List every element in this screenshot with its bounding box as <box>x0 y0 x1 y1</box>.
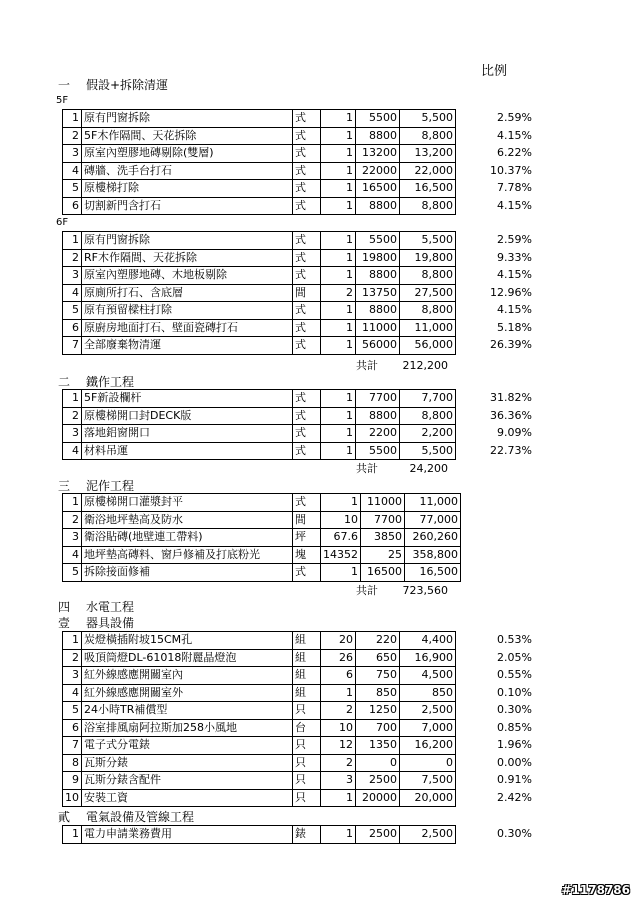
table-6f <box>62 231 456 355</box>
ratio-value: 9.09% <box>497 426 532 439</box>
ratio-value: 10.37% <box>490 163 532 177</box>
row-number: 6 <box>63 197 82 215</box>
section-title-2 <box>58 373 134 390</box>
amount: 16,200 <box>400 737 456 755</box>
quantity: 1 <box>321 826 356 844</box>
unit-price: 8800 <box>356 127 400 145</box>
row-number: 6 <box>63 319 82 337</box>
unit: 組 <box>293 667 321 685</box>
item-description: 吸頂筒燈DL-61018附麗晶燈泡 <box>82 649 293 667</box>
ratio-value: 4.15% <box>497 303 532 316</box>
ratio-value: 1.96% <box>497 738 532 751</box>
unit-price: 11000 <box>361 494 405 512</box>
quantity: 1 <box>321 180 356 198</box>
row-number: 5 <box>63 702 82 720</box>
section-total-3 <box>356 582 448 598</box>
table-row <box>63 511 461 529</box>
row-number: 5 <box>63 564 82 582</box>
amount: 19,800 <box>400 249 456 267</box>
unit-price: 7700 <box>356 390 400 408</box>
ratio-value: 2.05% <box>497 650 532 664</box>
item-description: 原樓梯開口灌漿封平 <box>82 494 293 512</box>
quantity: 1 <box>321 684 356 702</box>
amount: 8,800 <box>400 267 456 285</box>
floor-label-5f: 5F <box>56 95 69 106</box>
row-number: 2 <box>63 127 82 145</box>
quantity: 6 <box>321 667 356 685</box>
table-row <box>63 684 456 702</box>
unit: 只 <box>293 772 321 790</box>
ratio-value: 31.82% <box>490 391 532 404</box>
unit: 台 <box>293 719 321 737</box>
section-title-1 <box>58 76 168 93</box>
amount: 27,500 <box>400 284 456 302</box>
row-number: 1 <box>63 110 82 128</box>
floor-label-6f: 6F <box>56 217 69 228</box>
unit-price: 1350 <box>356 737 400 755</box>
unit: 式 <box>293 110 321 128</box>
unit: 只 <box>293 737 321 755</box>
subsection-number: 壹 <box>58 616 71 630</box>
table-row <box>63 249 456 267</box>
amount: 7,500 <box>400 772 456 790</box>
unit: 式 <box>293 249 321 267</box>
unit: 式 <box>293 180 321 198</box>
row-number: 1 <box>63 494 82 512</box>
unit-price: 8800 <box>356 302 400 320</box>
table-row <box>63 649 456 667</box>
item-description: 衛浴貼磚(地壁連工帶料) <box>82 529 293 547</box>
item-description: 5F木作隔間、天花拆除 <box>82 127 293 145</box>
item-description: 紅外線感應開關室內 <box>82 667 293 685</box>
row-number: 8 <box>63 754 82 772</box>
ratio-value: 0.30% <box>497 827 532 840</box>
table-row <box>63 127 456 145</box>
table-row <box>63 337 456 355</box>
row-number: 7 <box>63 737 82 755</box>
table-row <box>63 197 456 215</box>
table-masonry <box>62 493 461 582</box>
row-number: 2 <box>63 511 82 529</box>
unit-price: 3850 <box>361 529 405 547</box>
amount: 77,000 <box>405 511 461 529</box>
row-number: 3 <box>63 667 82 685</box>
row-number: 3 <box>63 267 82 285</box>
item-description: RF木作隔間、天花拆除 <box>82 249 293 267</box>
unit: 式 <box>293 197 321 215</box>
unit-price: 750 <box>356 667 400 685</box>
item-description: 電力申請業務費用 <box>82 826 293 844</box>
unit: 間 <box>293 284 321 302</box>
unit: 組 <box>293 649 321 667</box>
section-name: 鐵作工程 <box>86 375 135 389</box>
unit: 式 <box>293 127 321 145</box>
section-name: 電氣設備及管線工程 <box>86 810 195 824</box>
item-description: 全部廢棄物清運 <box>82 337 293 355</box>
quantity: 2 <box>321 754 356 772</box>
table-row <box>63 425 456 443</box>
total-label: 共計 <box>356 584 378 597</box>
quantity: 10 <box>321 511 361 529</box>
unit: 只 <box>293 754 321 772</box>
unit: 式 <box>293 494 321 512</box>
table-row <box>63 719 456 737</box>
table-row <box>63 145 456 163</box>
quantity: 12 <box>321 737 356 755</box>
ratio-value: 5.18% <box>497 320 532 334</box>
amount: 7,700 <box>400 390 456 408</box>
unit: 式 <box>293 267 321 285</box>
table-row <box>63 442 456 460</box>
quantity: 1 <box>321 302 356 320</box>
amount: 5,500 <box>400 232 456 250</box>
item-description: 原室內塑膠地磚、木地板剔除 <box>82 267 293 285</box>
ratio-value: 6.22% <box>497 146 532 159</box>
table-row <box>63 826 456 844</box>
unit-price: 8800 <box>356 197 400 215</box>
row-number: 4 <box>63 284 82 302</box>
amount: 8,800 <box>400 197 456 215</box>
table-row <box>63 546 461 564</box>
row-number: 3 <box>63 145 82 163</box>
quantity: 1 <box>321 197 356 215</box>
unit-price: 25 <box>361 546 405 564</box>
unit-price: 2500 <box>356 772 400 790</box>
row-number: 5 <box>63 180 82 198</box>
table-row <box>63 407 456 425</box>
amount: 22,000 <box>400 162 456 180</box>
section-total-2 <box>356 460 448 476</box>
total-label: 共計 <box>356 462 378 475</box>
quantity: 2 <box>321 284 356 302</box>
unit: 式 <box>293 564 321 582</box>
quantity: 67.6 <box>321 529 361 547</box>
amount: 13,200 <box>400 145 456 163</box>
ratio-value: 0.53% <box>497 633 532 646</box>
table-row <box>63 494 461 512</box>
row-number: 7 <box>63 337 82 355</box>
item-description: 磚牆、洗手台打石 <box>82 162 293 180</box>
total-value: 24,200 <box>409 462 448 475</box>
item-description: 落地鋁窗開口 <box>82 425 293 443</box>
item-description: 材料吊運 <box>82 442 293 460</box>
item-description: 瓦斯分錶 <box>82 754 293 772</box>
amount: 850 <box>400 684 456 702</box>
quantity: 1 <box>321 267 356 285</box>
item-description: 原廁所打石、含底層 <box>82 284 293 302</box>
unit: 只 <box>293 702 321 720</box>
quantity: 1 <box>321 407 356 425</box>
unit: 式 <box>293 425 321 443</box>
unit-price: 13200 <box>356 145 400 163</box>
ratio-value: 0.00% <box>497 755 532 769</box>
table-row <box>63 754 456 772</box>
unit-price: 5500 <box>356 110 400 128</box>
row-number: 10 <box>63 789 82 807</box>
quantity: 1 <box>321 145 356 163</box>
amount: 20,000 <box>400 789 456 807</box>
amount: 16,500 <box>405 564 461 582</box>
item-description: 紅外線感應開關室外 <box>82 684 293 702</box>
amount: 5,500 <box>400 110 456 128</box>
item-description: 5F新設欄杆 <box>82 390 293 408</box>
table-row <box>63 110 456 128</box>
total-label: 共計 <box>356 359 378 372</box>
unit-price: 5500 <box>356 232 400 250</box>
amount: 2,500 <box>400 702 456 720</box>
unit: 式 <box>293 302 321 320</box>
row-number: 4 <box>63 684 82 702</box>
table-row <box>63 162 456 180</box>
amount: 16,500 <box>400 180 456 198</box>
table-row <box>63 180 456 198</box>
table-electrical-wiring <box>62 825 456 844</box>
ratio-value: 4.15% <box>497 128 532 142</box>
unit: 式 <box>293 407 321 425</box>
unit: 式 <box>293 442 321 460</box>
section-number: 四 <box>58 600 71 614</box>
item-description: 拆除接面修補 <box>82 564 293 582</box>
amount: 8,800 <box>400 302 456 320</box>
ratio-value: 0.85% <box>497 720 532 734</box>
section-name: 假設+拆除清運 <box>86 78 169 92</box>
item-description: 浴室排風扇阿拉斯加258小風地 <box>82 719 293 737</box>
unit-price: 19800 <box>356 249 400 267</box>
row-number: 9 <box>63 772 82 790</box>
table-row <box>63 564 461 582</box>
item-description: 電子式分電錶 <box>82 737 293 755</box>
unit-price: 56000 <box>356 337 400 355</box>
table-row <box>63 632 456 650</box>
item-description: 原有門窗拆除 <box>82 232 293 250</box>
row-number: 3 <box>63 529 82 547</box>
amount: 16,900 <box>400 649 456 667</box>
row-number: 1 <box>63 390 82 408</box>
section-title-5 <box>58 808 194 825</box>
section-title-4 <box>58 598 134 615</box>
amount: 2,500 <box>400 826 456 844</box>
total-value: 212,200 <box>402 359 448 372</box>
unit: 坪 <box>293 529 321 547</box>
table-row <box>63 529 461 547</box>
section-title-3 <box>58 477 134 494</box>
total-value: 723,560 <box>402 584 448 597</box>
unit-price: 650 <box>356 649 400 667</box>
section-name: 水電工程 <box>86 600 135 614</box>
unit-price: 16500 <box>361 564 405 582</box>
amount: 8,800 <box>400 407 456 425</box>
unit-price: 5500 <box>356 442 400 460</box>
table-row <box>63 667 456 685</box>
quantity: 20 <box>321 632 356 650</box>
unit-price: 20000 <box>356 789 400 807</box>
unit: 式 <box>293 319 321 337</box>
table-plumbing-electrical <box>62 631 456 807</box>
section-name: 泥作工程 <box>86 479 135 493</box>
quantity: 1 <box>321 162 356 180</box>
unit: 只 <box>293 789 321 807</box>
amount: 0 <box>400 754 456 772</box>
table-row <box>63 284 456 302</box>
item-description: 瓦斯分錶含配件 <box>82 772 293 790</box>
row-number: 6 <box>63 719 82 737</box>
ratio-value: 2.59% <box>497 111 532 124</box>
amount: 4,400 <box>400 632 456 650</box>
quantity: 1 <box>321 494 361 512</box>
table-row <box>63 267 456 285</box>
row-number: 2 <box>63 249 82 267</box>
subsection-title-equipment <box>58 614 134 631</box>
quantity: 1 <box>321 789 356 807</box>
unit-price: 11000 <box>356 319 400 337</box>
row-number: 1 <box>63 632 82 650</box>
ratio-value: 0.91% <box>497 773 532 786</box>
item-description: 原樓梯打除 <box>82 180 293 198</box>
item-description: 地坪墊高磚料、窗戶修補及打底粉光 <box>82 546 293 564</box>
ratio-column-header: 比例 <box>481 64 508 79</box>
row-number: 2 <box>63 649 82 667</box>
unit: 式 <box>293 390 321 408</box>
watermark: #1178786 <box>561 883 630 897</box>
unit-price: 220 <box>356 632 400 650</box>
row-number: 1 <box>63 232 82 250</box>
row-number: 4 <box>63 442 82 460</box>
table-row <box>63 737 456 755</box>
ratio-value: 36.36% <box>490 408 532 422</box>
unit-price: 0 <box>356 754 400 772</box>
row-number: 3 <box>63 425 82 443</box>
unit: 式 <box>293 162 321 180</box>
item-description: 切割新門含打石 <box>82 197 293 215</box>
ratio-value: 7.78% <box>497 181 532 194</box>
amount: 4,500 <box>400 667 456 685</box>
item-description: 原樓梯開口封DECK版 <box>82 407 293 425</box>
row-number: 4 <box>63 546 82 564</box>
unit-price: 22000 <box>356 162 400 180</box>
ratio-value: 0.10% <box>497 685 532 699</box>
amount: 260,260 <box>405 529 461 547</box>
quantity: 1 <box>321 337 356 355</box>
amount: 11,000 <box>400 319 456 337</box>
quantity: 1 <box>321 110 356 128</box>
unit-price: 8800 <box>356 407 400 425</box>
table-row <box>63 302 456 320</box>
ratio-value: 22.73% <box>490 443 532 457</box>
row-number: 1 <box>63 826 82 844</box>
quantity: 1 <box>321 232 356 250</box>
quantity: 14352 <box>321 546 361 564</box>
ratio-value: 2.42% <box>497 790 532 804</box>
quantity: 1 <box>321 564 361 582</box>
amount: 8,800 <box>400 127 456 145</box>
unit-price: 1250 <box>356 702 400 720</box>
ratio-value: 0.30% <box>497 703 532 716</box>
item-description: 24小時TR補償型 <box>82 702 293 720</box>
quantity: 1 <box>321 425 356 443</box>
quantity: 1 <box>321 127 356 145</box>
table-5f <box>62 109 456 215</box>
unit: 式 <box>293 145 321 163</box>
unit-price: 16500 <box>356 180 400 198</box>
unit: 組 <box>293 632 321 650</box>
amount: 7,000 <box>400 719 456 737</box>
unit: 式 <box>293 337 321 355</box>
item-description: 炭燈橫插附坡15CM孔 <box>82 632 293 650</box>
ratio-value: 4.15% <box>497 198 532 212</box>
unit: 錶 <box>293 826 321 844</box>
ratio-value: 2.59% <box>497 233 532 246</box>
quantity: 3 <box>321 772 356 790</box>
ratio-value: 0.55% <box>497 668 532 681</box>
quantity: 10 <box>321 719 356 737</box>
row-number: 4 <box>63 162 82 180</box>
unit-price: 2500 <box>356 826 400 844</box>
ratio-value: 12.96% <box>490 285 532 299</box>
section-total-1 <box>356 357 448 373</box>
amount: 2,200 <box>400 425 456 443</box>
table-row <box>63 772 456 790</box>
unit-price: 2200 <box>356 425 400 443</box>
item-description: 原廚房地面打石、壁面瓷磚打石 <box>82 319 293 337</box>
quantity: 2 <box>321 702 356 720</box>
unit-price: 850 <box>356 684 400 702</box>
section-number: 貳 <box>58 810 71 824</box>
ratio-value: 4.15% <box>497 268 532 281</box>
unit-price: 7700 <box>361 511 405 529</box>
item-description: 衛浴地坪墊高及防水 <box>82 511 293 529</box>
unit: 式 <box>293 232 321 250</box>
unit: 間 <box>293 511 321 529</box>
amount: 5,500 <box>400 442 456 460</box>
quantity: 1 <box>321 390 356 408</box>
unit-price: 700 <box>356 719 400 737</box>
amount: 358,800 <box>405 546 461 564</box>
row-number: 2 <box>63 407 82 425</box>
item-description: 原室內塑膠地磚剔除(雙層) <box>82 145 293 163</box>
quantity: 1 <box>321 249 356 267</box>
table-row <box>63 319 456 337</box>
amount: 11,000 <box>405 494 461 512</box>
table-row <box>63 390 456 408</box>
table-ironwork <box>62 389 456 460</box>
section-number: 二 <box>58 375 71 389</box>
section-number: 一 <box>58 78 71 92</box>
ratio-value: 26.39% <box>490 338 532 351</box>
ratio-value: 9.33% <box>497 250 532 264</box>
quantity: 1 <box>321 442 356 460</box>
table-row <box>63 232 456 250</box>
unit-price: 8800 <box>356 267 400 285</box>
item-description: 原有預留樑柱打除 <box>82 302 293 320</box>
table-row <box>63 702 456 720</box>
row-number: 5 <box>63 302 82 320</box>
section-number: 三 <box>58 479 71 493</box>
subsection-name: 器具設備 <box>86 616 135 630</box>
quantity: 1 <box>321 319 356 337</box>
unit: 組 <box>293 684 321 702</box>
item-description: 原有門窗拆除 <box>82 110 293 128</box>
quantity: 26 <box>321 649 356 667</box>
amount: 56,000 <box>400 337 456 355</box>
unit-price: 13750 <box>356 284 400 302</box>
unit: 塊 <box>293 546 321 564</box>
item-description: 安裝工資 <box>82 789 293 807</box>
table-row <box>63 789 456 807</box>
